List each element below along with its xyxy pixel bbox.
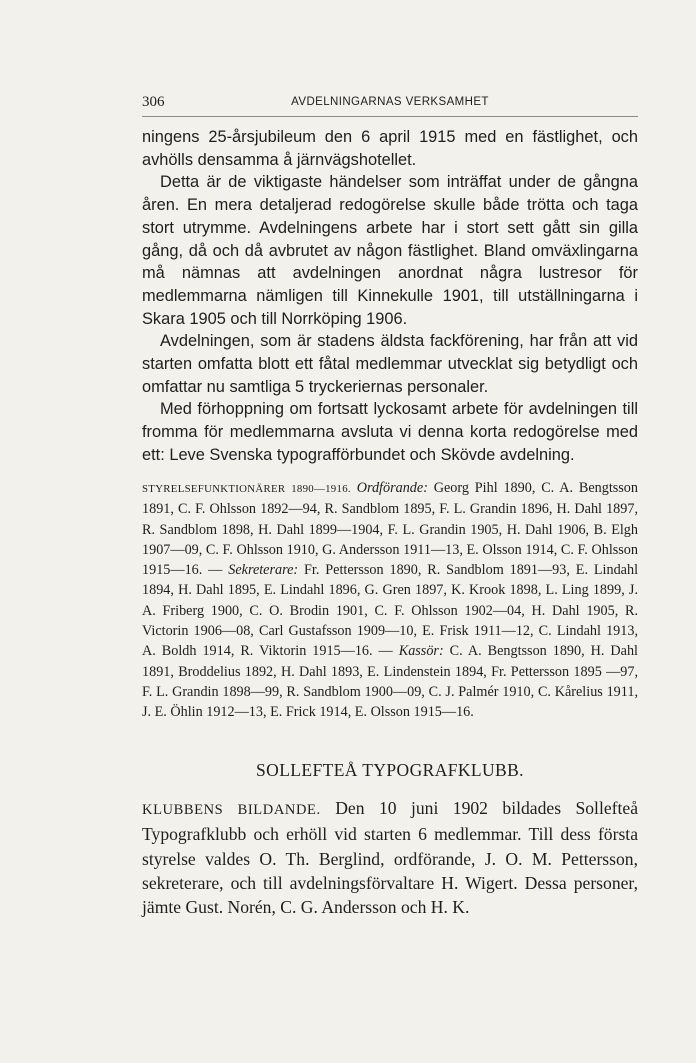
section-title: SOLLEFTEÅ TYPOGRAFKLUBB. bbox=[256, 760, 524, 780]
paragraph-membership: Avdelningen, som är stadens äldsta fackförening, har från att vid starten omfatta blott ett fåtal medlemmar utvecklat sig betydligt och omfattar nu samtliga 5 tryckeriernas personaler. bbox=[142, 332, 638, 396]
secretary-label: Sekreterare: bbox=[228, 562, 299, 579]
club-founding-text: Den 10 juni 1902 bildades Sollefteå Typografklubb och erhöll vid starten 6 medlemmar. Till dess första styrelse valdes O. Th. Berglind, ordförande, J. O. M. Pettersson, sekreterare, och till avdelningsförvaltare H. Wigert. Dessa personer, jämte Gust. Norén, C. G. Andersson och H. K. bbox=[142, 798, 639, 918]
officers-years: 1890—1916. bbox=[291, 483, 351, 495]
secretary-list: Fr. Pettersson 1890, R. Sandblom 1891—93, E. Lindahl 1894, H. Dahl 1895, E. Lindahl 1896, G. Gren 1897, K. Krook 1898, L. Ling 1899, J. A. Friberg 1900, C. O. Brodin 1901, C. F. Ohlsson 1902—04, H. Dahl 1905, R. Victorin 1906—08, Carl Gustafsson 1909—10, E. Frisk 1911—12, C. Lindahl 1913, A. Boldh 1914, R. Viktorin 1915—16. — bbox=[142, 562, 639, 660]
chair-label: Ordförande: bbox=[356, 480, 428, 496]
officers-list bbox=[142, 478, 638, 723]
page-header bbox=[142, 94, 638, 117]
officers-label: STYRELSEFUNKTIONÄRER bbox=[142, 483, 286, 495]
body-text bbox=[142, 126, 638, 467]
chair-list: Georg Pihl 1890, C. A. Bengtsson 1891, C. F. Ohlsson 1892—94, R. Sandblom 1895, F. L. Grandin 1896, H. Dahl 1897, R. Sandblom 1898, H. Dahl 1899—1904, F. L. Grandin 1905, H. Dahl 1906, B. Elgh 1907—09, C. F. Ohlsson 1910, G. Andersson 1911—13, E. Olsson 1914, C. F. Ohlsson 1915—16. — bbox=[142, 480, 638, 579]
treasurer-label: Kassör: bbox=[398, 643, 444, 660]
page-number: 306 bbox=[142, 94, 165, 110]
running-head: AVDELNINGARNAS VERKSAMHET bbox=[291, 96, 489, 108]
paragraph-continuation: ningens 25-årsjubileum den 6 april 1915 med en fästlighet, och avhölls densamma å järnvägshotellet. bbox=[142, 128, 638, 169]
paragraph-closing: Med förhoppning om fortsatt lyckosamt arbete för avdelningen till fromma för medlemmarna avsluta vi denna korta redogörelse med ett: Leve Svenska typografförbundet och Skövde avdelning. bbox=[142, 400, 638, 464]
treasurer-list: C. A. Bengtsson 1890, H. Dahl 1891, Broddelius 1892, H. Dahl 1893, E. Lindenstein 1894, Fr. Pettersson 1895 —97, F. L. Grandin 1898—99, R. Sandblom 1900—09, C. J. Palmér 1910, C. Kårelius 1911, J. E. Öhlin 1912—13, E. Frick 1914, E. Olsson 1915—16. bbox=[142, 643, 639, 721]
club-founding-paragraph bbox=[142, 796, 638, 919]
paragraph-events: Detta är de viktigaste händelser som inträffat under de gångna åren. En mera detaljerad redogörelse skulle både trötta och taga stort utrymme. Avdelningens arbete har i stort sett gått sin gilla gång, då och då avbrutet av någon fästlighet. Bland omväxlingarna må nämnas att avdelningen anordnat några lustresor för medlemmarna nämligen till Kinnekulle 1901, till utställningarna i Skara 1905 och till Norrköping 1906. bbox=[142, 173, 638, 328]
club-founding-label: KLUBBENS BILDANDE. bbox=[142, 802, 321, 818]
